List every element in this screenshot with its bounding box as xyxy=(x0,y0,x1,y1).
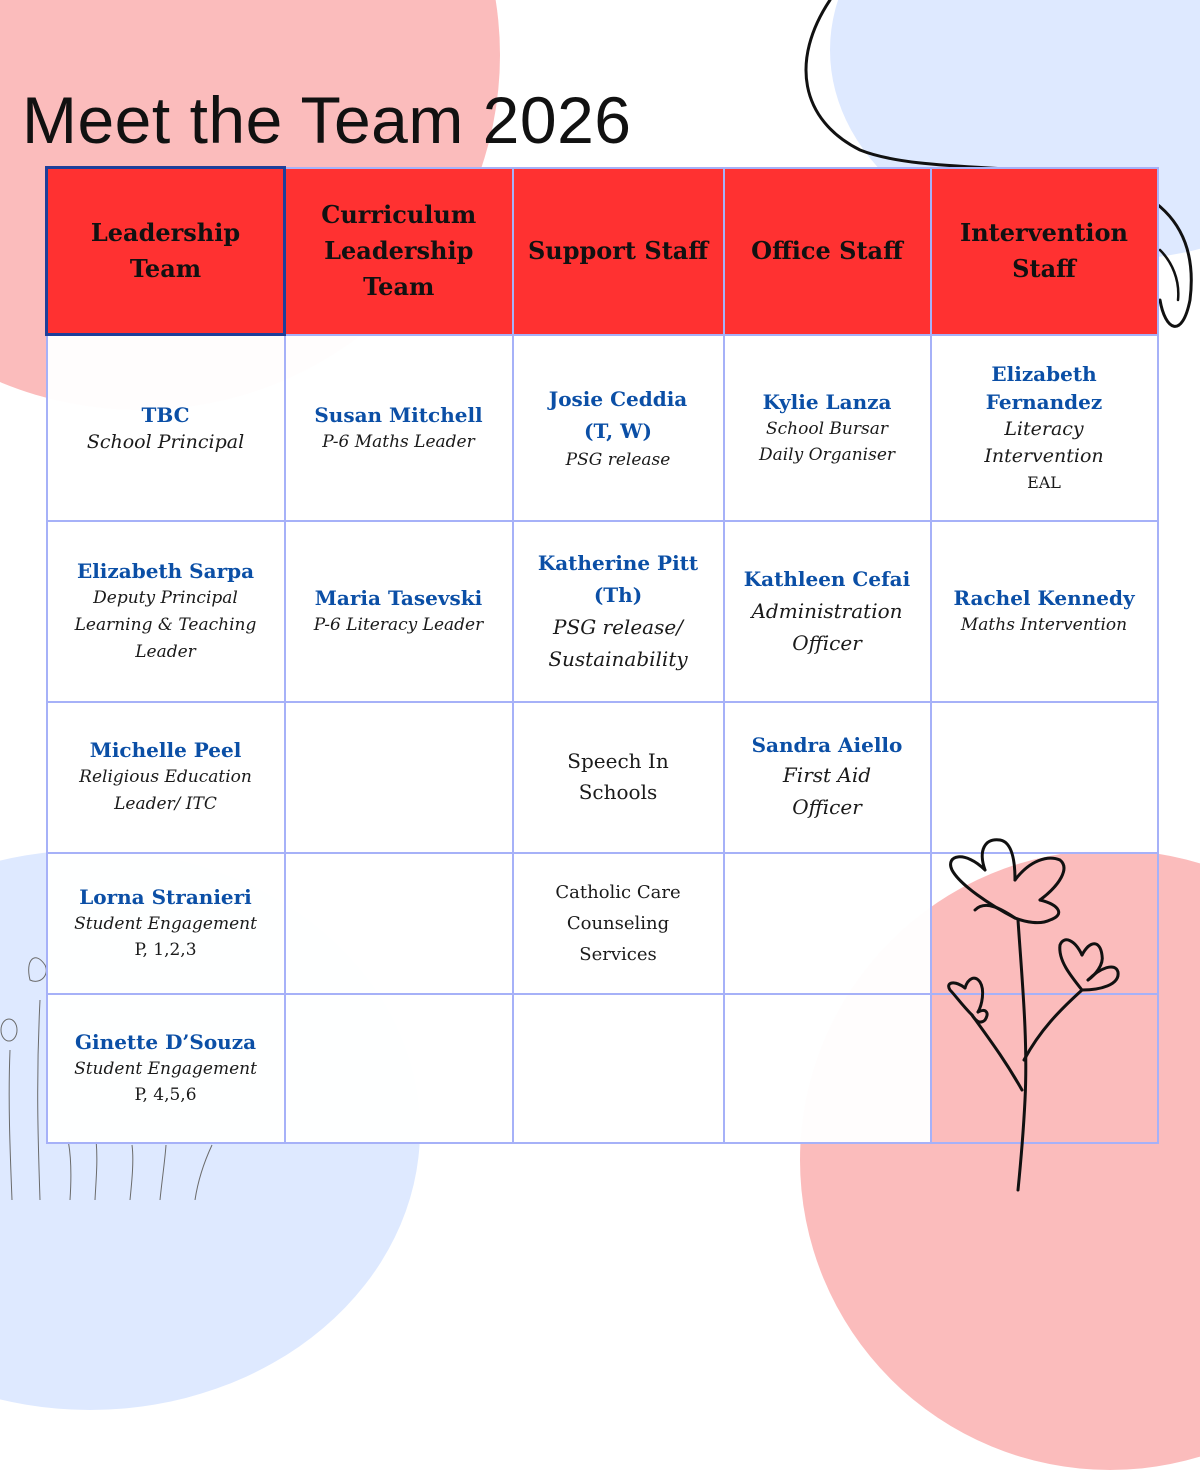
staff-cell xyxy=(724,521,931,702)
staff-cell xyxy=(47,335,285,521)
staff-cell xyxy=(931,521,1158,702)
staff-role: Literacy Intervention xyxy=(984,417,1104,467)
service-cell xyxy=(513,853,724,994)
column-header-office: Office Staff xyxy=(724,168,931,335)
staff-role: P-6 Maths Leader xyxy=(322,431,475,452)
staff-name: Sandra Aiello xyxy=(751,733,903,757)
team-table xyxy=(45,166,1159,1144)
page-title: Meet the Team 2026 xyxy=(22,83,632,158)
empty-cell xyxy=(724,994,931,1143)
empty-cell xyxy=(931,702,1158,853)
table-row xyxy=(47,521,1158,702)
staff-cell xyxy=(47,521,285,702)
staff-cell xyxy=(931,335,1158,521)
staff-role: School Bursar xyxy=(766,418,888,439)
staff-name: Rachel Kennedy xyxy=(953,586,1135,610)
staff-role: PSG release xyxy=(565,449,671,470)
empty-cell xyxy=(931,994,1158,1143)
staff-cell xyxy=(47,994,285,1143)
staff-note: P, 4,5,6 xyxy=(134,1085,197,1105)
staff-role: School Principal xyxy=(86,430,245,453)
staff-role: First Aid Officer xyxy=(782,763,872,819)
staff-role: P-6 Literacy Leader xyxy=(313,615,484,635)
column-header-intervention: Intervention Staff xyxy=(931,168,1158,335)
service-name: Speech In Schools xyxy=(567,749,669,804)
staff-name: TBC xyxy=(141,402,190,427)
staff-role: Deputy Principal Learning & Teaching Leader xyxy=(74,587,257,662)
staff-cell xyxy=(285,335,513,521)
empty-cell xyxy=(285,994,513,1143)
staff-cell xyxy=(513,521,724,702)
staff-name: Michelle Peel xyxy=(89,738,242,762)
staff-note: P, 1,2,3 xyxy=(134,940,197,960)
staff-note: EAL xyxy=(1027,472,1061,492)
empty-cell xyxy=(285,853,513,994)
table-row xyxy=(47,994,1158,1143)
service-cell xyxy=(513,702,724,853)
empty-cell xyxy=(931,853,1158,994)
empty-cell xyxy=(285,702,513,853)
table-row xyxy=(47,335,1158,521)
staff-role: Student Engagement xyxy=(74,1059,257,1079)
staff-name: Josie Ceddia (T, W) xyxy=(548,386,688,443)
staff-name: Maria Tasevski xyxy=(314,586,483,610)
staff-role: Daily Organiser xyxy=(758,444,896,465)
staff-cell xyxy=(513,335,724,521)
staff-role: Maths Intervention xyxy=(960,615,1128,635)
empty-cell xyxy=(513,994,724,1143)
staff-role: Administration Officer xyxy=(751,599,903,655)
column-header-curriculum: Curriculum Leadership Team xyxy=(285,168,513,335)
header-row xyxy=(47,168,1158,335)
column-header-leadership: Leadership Team xyxy=(47,168,285,335)
staff-name: Kylie Lanza xyxy=(762,389,892,414)
staff-cell xyxy=(285,521,513,702)
table-row xyxy=(47,853,1158,994)
staff-role: Student Engagement xyxy=(74,914,257,934)
column-header-support: Support Staff xyxy=(513,168,724,335)
staff-name: Katherine Pitt (Th) xyxy=(537,551,699,607)
staff-cell xyxy=(724,702,931,853)
staff-name: Kathleen Cefai xyxy=(743,567,911,591)
staff-name: Susan Mitchell xyxy=(314,402,483,427)
staff-name: Elizabeth Sarpa xyxy=(76,558,255,583)
staff-role: Religious Education Leader/ ITC xyxy=(79,767,252,814)
staff-name: Lorna Stranieri xyxy=(79,885,252,909)
service-name: Catholic Care Counseling Services xyxy=(555,881,681,965)
staff-name: Ginette D’Souza xyxy=(74,1030,257,1054)
table-row xyxy=(47,702,1158,853)
staff-cell xyxy=(47,853,285,994)
staff-cell xyxy=(47,702,285,853)
staff-name: Elizabeth Fernandez xyxy=(985,361,1103,414)
empty-cell xyxy=(724,853,931,994)
staff-role: PSG release/ Sustainability xyxy=(548,615,688,671)
staff-cell xyxy=(724,335,931,521)
